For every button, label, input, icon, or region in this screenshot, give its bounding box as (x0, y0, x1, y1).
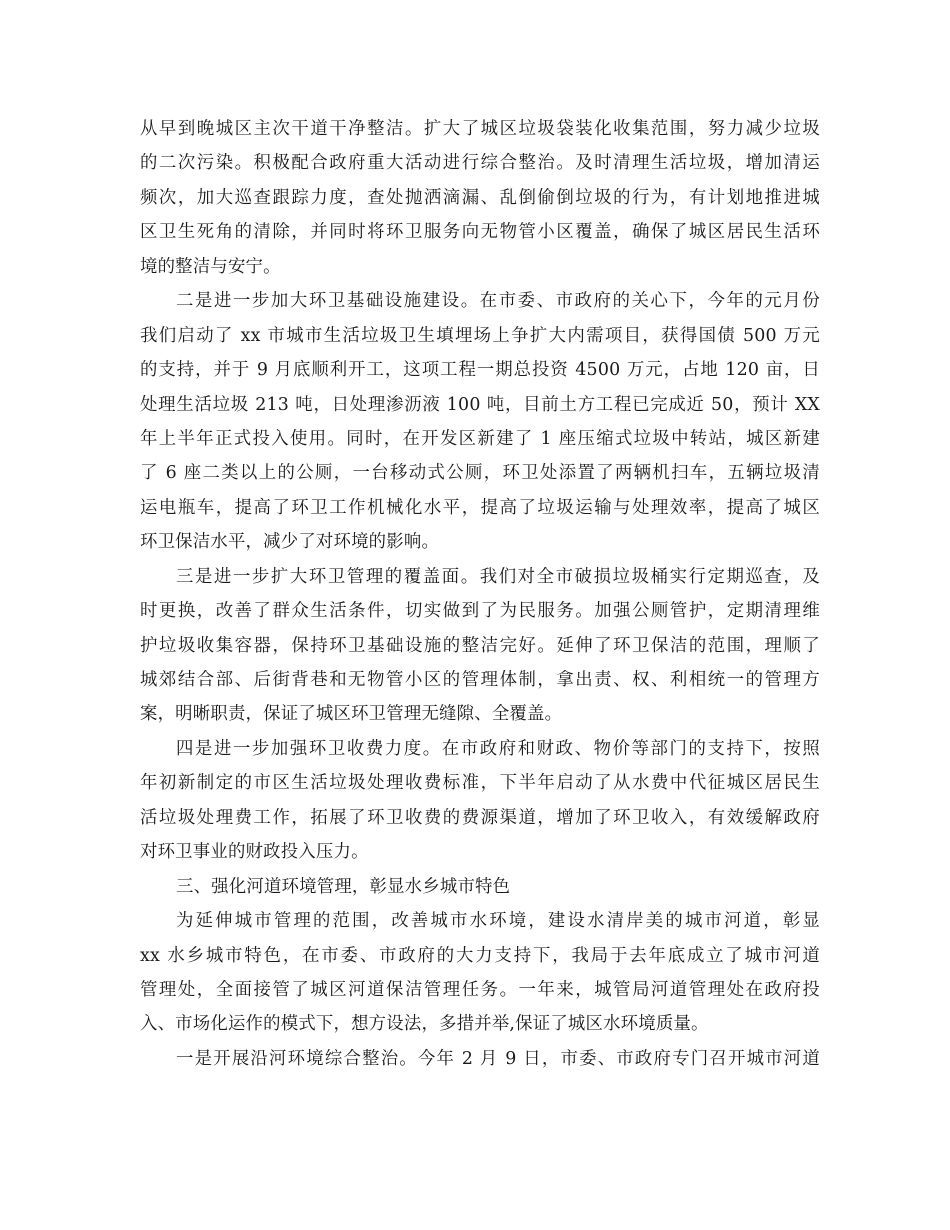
text-line: 三是进一步扩大环卫管理的覆盖面。我们对全市破损垃圾桶实行定期巡查，及 (176, 566, 820, 587)
text-line: 年上半年正式投入使用。同时，在开发区新建了 1 座压缩式垃圾中转站，城区新建 (140, 428, 820, 449)
text-line: 入、市场化运作的模式下，想方设法，多措并举,保证了城区水环境质量。 (140, 1014, 709, 1035)
text-line: 境的整洁与安宁。 (140, 256, 281, 277)
text-line: 我们启动了 xx 市城市生活垃圾卫生填埋场上争扩大内需项目，获得国债 500 万元 (140, 325, 820, 346)
text-line: 为延伸城市管理的范围，改善城市水环境，建设水清岸美的城市河道，彰显 (176, 911, 820, 932)
text-line: 了 6 座二类以上的公厕，一台移动式公厕，环卫处添置了两辆机扫车，五辆垃圾清 (140, 463, 820, 484)
text-line: 区卫生死角的清除，并同时将环卫服务向无物管小区覆盖，确保了城区居民生活环 (140, 222, 820, 243)
text-line: 四是进一步加强环卫收费力度。在市政府和财政、物价等部门的支持下，按照 (176, 738, 820, 759)
text-line: 的支持，并于 9 月底顺利开工，这项工程一期总投资 4500 万元，占地 120 亩，日 (140, 360, 820, 381)
text-line: 处理生活垃圾 213 吨，日处理渗沥液 100 吨，目前土方工程已完成近 50，预计 XX (140, 394, 820, 415)
text-line: 年初新制定的市区生活垃圾处理收费标准，下半年启动了从水费中代征城区居民生 (140, 773, 820, 794)
text-line: 一是开展沿河环境综合整治。今年 2 月 9 日，市委、市政府专门召开城市河道 (176, 1048, 820, 1069)
text-line: 从早到晚城区主次干道干净整洁。扩大了城区垃圾袋装化收集范围，努力减少垃圾 (140, 119, 820, 139)
text-line: 城郊结合部、后街背巷和无物管小区的管理体制，拿出责、权、利相统一的管理方 (140, 670, 820, 690)
text-line: 时更换，改善了群众生活条件，切实做到了为民服务。加强公厕管护，定期清理维 (140, 601, 820, 622)
text-line: 案，明晰职责，保证了城区环卫管理无缝隙、全覆盖。 (140, 704, 563, 725)
text-line: 管理处，全面接管了城区河道保洁管理任务。一年来，城管局河道管理处在政府投 (140, 979, 820, 1000)
document-body (140, 112, 820, 1076)
text-line: 运电瓶车，提高了环卫工作机械化水平，提高了垃圾运输与处理效率，提高了城区 (140, 497, 820, 518)
text-line: 频次，加大巡查跟踪力度，查处抛洒滴漏、乱倒偷倒垃圾的行为，有计划地推进城 (140, 187, 820, 208)
text-line: 活垃圾处理费工作，拓展了环卫收费的费源渠道，增加了环卫收入，有效缓解政府 (140, 807, 820, 828)
text-line: 环卫保洁水平，减少了对环境的影响。 (140, 532, 440, 553)
text-line: 二是进一步加大环卫基础设施建设。在市委、市政府的关心下，今年的元月份 (176, 291, 820, 312)
text-line: 护垃圾收集容器，保持环卫基础设施的整洁完好。延伸了环卫保洁的范围，理顺了 (140, 635, 820, 656)
text-line: 的二次污染。积极配合政府重大活动进行综合整治。及时清理生活垃圾，增加清运 (140, 153, 820, 174)
text-line: xx 水乡城市特色，在市委、市政府的大力支持下，我局于去年底成立了城市河道 (140, 945, 820, 966)
text-line: 对环卫事业的财政投入压力。 (140, 842, 369, 863)
text-line: 三、强化河道环境管理，彰显水乡城市特色 (176, 876, 511, 897)
